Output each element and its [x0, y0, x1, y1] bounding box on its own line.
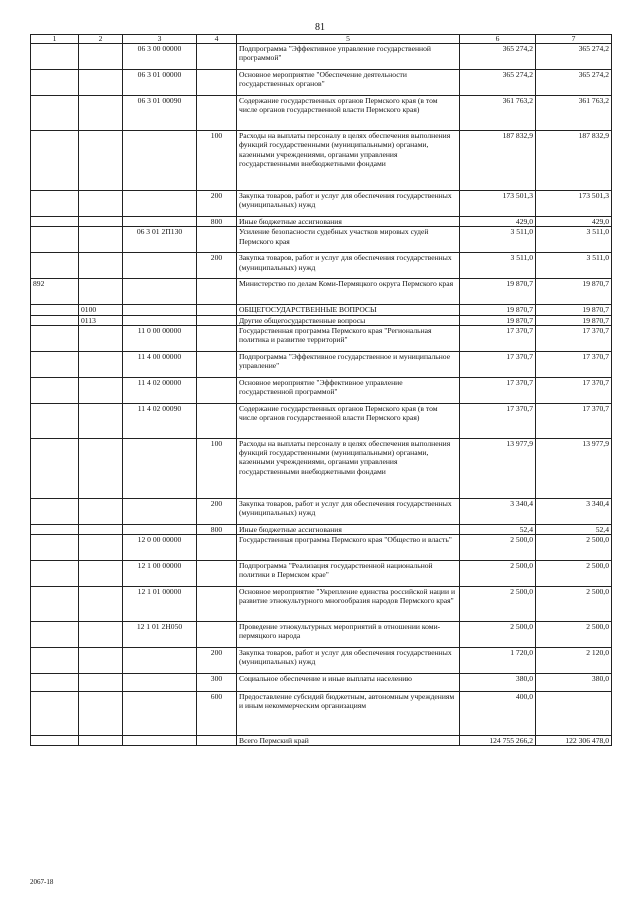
cell-amount-year-1: 173 501,3 [460, 191, 536, 217]
cell-amount-year-1: 3 340,4 [460, 498, 536, 524]
cell-section [79, 674, 123, 692]
cell-expense-type: 200 [197, 498, 237, 524]
cell-target-article [123, 253, 197, 279]
table-row [31, 587, 612, 622]
cell-target-article: 11 0 00 00000 [123, 325, 197, 351]
cell-expense-type [197, 96, 237, 131]
table-row [31, 674, 612, 692]
cell-amount-year-2: 365 274,2 [536, 70, 612, 96]
cell-amount-year-1: 17 370,7 [460, 377, 536, 403]
cell-description: Другие общегосударственные вопросы [237, 315, 460, 325]
cell-target-article [123, 279, 197, 305]
cell-target-article: 06 3 01 00000 [123, 70, 197, 96]
cell-description: Всего Пермский край [237, 736, 460, 746]
cell-expense-type: 100 [197, 131, 237, 191]
cell-admin-code [31, 524, 79, 534]
cell-amount-year-1: 19 870,7 [460, 305, 536, 315]
cell-section [79, 96, 123, 131]
cell-amount-year-2: 19 870,7 [536, 305, 612, 315]
cell-description: Закупка товаров, работ и услуг для обеспечения государственных (муниципальных) нужд [237, 253, 460, 279]
cell-amount-year-2: 361 763,2 [536, 96, 612, 131]
cell-target-article [123, 692, 197, 736]
cell-expense-type: 100 [197, 438, 237, 498]
cell-target-article: 12 1 01 00000 [123, 587, 197, 622]
cell-amount-year-2 [536, 692, 612, 736]
cell-amount-year-1: 13 977,9 [460, 438, 536, 498]
table-row [31, 325, 612, 351]
cell-amount-year-1: 52,4 [460, 524, 536, 534]
cell-target-article: 11 4 02 00000 [123, 377, 197, 403]
cell-amount-year-1: 187 832,9 [460, 131, 536, 191]
cell-description: ОБЩЕГОСУДАРСТВЕННЫЕ ВОПРОСЫ [237, 305, 460, 315]
cell-expense-type [197, 622, 237, 648]
cell-expense-type [197, 736, 237, 746]
cell-expense-type [197, 44, 237, 70]
cell-amount-year-2: 2 500,0 [536, 535, 612, 561]
cell-amount-year-2: 380,0 [536, 674, 612, 692]
table-row [31, 70, 612, 96]
table-row [31, 217, 612, 227]
cell-section [79, 524, 123, 534]
cell-target-article [123, 131, 197, 191]
cell-amount-year-1: 17 370,7 [460, 403, 536, 438]
cell-amount-year-1: 365 274,2 [460, 70, 536, 96]
cell-amount-year-1: 17 370,7 [460, 325, 536, 351]
cell-target-article [123, 315, 197, 325]
cell-expense-type [197, 351, 237, 377]
table-row [31, 253, 612, 279]
cell-target-article: 12 1 01 2Н050 [123, 622, 197, 648]
cell-section [79, 535, 123, 561]
cell-description: Предоставление субсидий бюджетным, автономным учреждениям и иным некоммерческим организациям [237, 692, 460, 736]
cell-target-article [123, 217, 197, 227]
table-row [31, 535, 612, 561]
cell-expense-type [197, 561, 237, 587]
cell-expense-type [197, 587, 237, 622]
column-header: 4 [197, 35, 237, 44]
cell-amount-year-2: 122 306 478,0 [536, 736, 612, 746]
table-row [31, 44, 612, 70]
cell-description: Закупка товаров, работ и услуг для обеспечения государственных (муниципальных) нужд [237, 191, 460, 217]
table-row [31, 524, 612, 534]
cell-target-article: 06 3 00 00000 [123, 44, 197, 70]
cell-expense-type: 200 [197, 648, 237, 674]
cell-section [79, 561, 123, 587]
cell-target-article [123, 498, 197, 524]
column-header: 6 [460, 35, 536, 44]
table-row [31, 305, 612, 315]
column-header: 3 [123, 35, 197, 44]
cell-admin-code: 892 [31, 279, 79, 305]
cell-amount-year-1: 2 500,0 [460, 535, 536, 561]
cell-description: Государственная программа Пермского края "Общество и власть" [237, 535, 460, 561]
cell-amount-year-2: 2 500,0 [536, 561, 612, 587]
cell-amount-year-2: 3 511,0 [536, 227, 612, 253]
cell-amount-year-1: 124 755 266,2 [460, 736, 536, 746]
cell-amount-year-1: 400,0 [460, 692, 536, 736]
cell-amount-year-2: 3 511,0 [536, 253, 612, 279]
table-row [31, 227, 612, 253]
cell-description: Иные бюджетные ассигнования [237, 217, 460, 227]
cell-admin-code [31, 253, 79, 279]
cell-amount-year-2: 173 501,3 [536, 191, 612, 217]
cell-section [79, 587, 123, 622]
cell-target-article [123, 648, 197, 674]
cell-admin-code [31, 587, 79, 622]
cell-admin-code [31, 674, 79, 692]
cell-amount-year-2: 365 274,2 [536, 44, 612, 70]
cell-section [79, 217, 123, 227]
cell-target-article: 11 4 02 00090 [123, 403, 197, 438]
cell-amount-year-2: 2 120,0 [536, 648, 612, 674]
cell-description: Подпрограмма "Реализация государственной национальной политики в Пермском крае" [237, 561, 460, 587]
table-row [31, 561, 612, 587]
cell-target-article: 12 0 00 00000 [123, 535, 197, 561]
page-number: 81 [315, 22, 325, 33]
table-row [31, 498, 612, 524]
cell-description: Основное мероприятие "Укрепление единства российской нации и развитие этнокультурного многообразия народов Пермского края" [237, 587, 460, 622]
table-row [31, 131, 612, 191]
cell-amount-year-1: 1 720,0 [460, 648, 536, 674]
cell-admin-code [31, 535, 79, 561]
cell-section [79, 351, 123, 377]
cell-description: Проведение этнокультурных мероприятий в отношении коми-пермяцкого народа [237, 622, 460, 648]
cell-target-article [123, 736, 197, 746]
cell-amount-year-1: 2 500,0 [460, 561, 536, 587]
cell-admin-code [31, 351, 79, 377]
table-row [31, 648, 612, 674]
cell-section [79, 377, 123, 403]
cell-expense-type [197, 325, 237, 351]
cell-section: 0113 [79, 315, 123, 325]
cell-admin-code [31, 377, 79, 403]
cell-section [79, 692, 123, 736]
table-row [31, 279, 612, 305]
cell-amount-year-2: 3 340,4 [536, 498, 612, 524]
cell-admin-code [31, 648, 79, 674]
cell-expense-type: 300 [197, 674, 237, 692]
cell-section [79, 191, 123, 217]
cell-admin-code [31, 305, 79, 315]
cell-description: Министерство по делам Коми-Пермяцкого округа Пермского края [237, 279, 460, 305]
cell-admin-code [31, 131, 79, 191]
table-row [31, 96, 612, 131]
cell-admin-code [31, 498, 79, 524]
cell-expense-type [197, 403, 237, 438]
cell-amount-year-1: 3 511,0 [460, 253, 536, 279]
cell-target-article [123, 191, 197, 217]
column-header: 7 [536, 35, 612, 44]
cell-section [79, 403, 123, 438]
cell-target-article: 12 1 00 00000 [123, 561, 197, 587]
cell-amount-year-1: 2 500,0 [460, 587, 536, 622]
cell-amount-year-2: 52,4 [536, 524, 612, 534]
cell-expense-type [197, 377, 237, 403]
cell-admin-code [31, 325, 79, 351]
cell-admin-code [31, 622, 79, 648]
table-row [31, 377, 612, 403]
cell-target-article [123, 524, 197, 534]
cell-admin-code [31, 438, 79, 498]
table-row [31, 351, 612, 377]
cell-section [79, 44, 123, 70]
cell-amount-year-1: 2 500,0 [460, 622, 536, 648]
cell-amount-year-1: 365 274,2 [460, 44, 536, 70]
cell-admin-code [31, 561, 79, 587]
cell-section [79, 325, 123, 351]
cell-admin-code [31, 70, 79, 96]
column-header: 5 [237, 35, 460, 44]
cell-description: Содержание государственных органов Пермского края (в том числе органов государственной власти Пермского края) [237, 96, 460, 131]
cell-admin-code [31, 403, 79, 438]
table-row [31, 403, 612, 438]
cell-description: Закупка товаров, работ и услуг для обеспечения государственных (муниципальных) нужд [237, 648, 460, 674]
cell-section [79, 279, 123, 305]
budget-table [30, 34, 612, 746]
cell-amount-year-2: 19 870,7 [536, 315, 612, 325]
cell-section [79, 70, 123, 96]
cell-description: Подпрограмма "Эффективное государственное и муниципальное управление" [237, 351, 460, 377]
cell-target-article [123, 305, 197, 315]
cell-section: 0100 [79, 305, 123, 315]
cell-section [79, 648, 123, 674]
cell-target-article: 06 3 01 00090 [123, 96, 197, 131]
cell-amount-year-2: 187 832,9 [536, 131, 612, 191]
cell-amount-year-2: 17 370,7 [536, 377, 612, 403]
cell-expense-type: 800 [197, 217, 237, 227]
cell-expense-type [197, 535, 237, 561]
cell-description: Иные бюджетные ассигнования [237, 524, 460, 534]
cell-expense-type [197, 279, 237, 305]
footer-code: 2067-18 [30, 878, 54, 886]
cell-description: Государственная программа Пермского края "Региональная политика и развитие территорий" [237, 325, 460, 351]
cell-amount-year-1: 17 370,7 [460, 351, 536, 377]
cell-section [79, 736, 123, 746]
column-header-row [31, 35, 612, 44]
table-row [31, 438, 612, 498]
cell-admin-code [31, 315, 79, 325]
cell-description: Основное мероприятие "Эффективное управление государственной программой" [237, 377, 460, 403]
cell-section [79, 622, 123, 648]
cell-description: Закупка товаров, работ и услуг для обеспечения государственных (муниципальных) нужд [237, 498, 460, 524]
cell-amount-year-1: 19 870,7 [460, 315, 536, 325]
cell-expense-type [197, 227, 237, 253]
table-row [31, 736, 612, 746]
cell-amount-year-2: 13 977,9 [536, 438, 612, 498]
cell-expense-type: 200 [197, 191, 237, 217]
cell-section [79, 438, 123, 498]
cell-admin-code [31, 227, 79, 253]
cell-expense-type [197, 70, 237, 96]
table-row [31, 191, 612, 217]
table-row [31, 315, 612, 325]
cell-amount-year-1: 19 870,7 [460, 279, 536, 305]
cell-description: Основное мероприятие "Обеспечение деятельности государственных органов" [237, 70, 460, 96]
cell-section [79, 253, 123, 279]
cell-amount-year-2: 17 370,7 [536, 403, 612, 438]
cell-expense-type [197, 315, 237, 325]
cell-admin-code [31, 44, 79, 70]
cell-section [79, 498, 123, 524]
cell-admin-code [31, 96, 79, 131]
cell-amount-year-2: 2 500,0 [536, 587, 612, 622]
cell-description: Содержание государственных органов Пермского края (в том числе органов государственной власти Пермского края) [237, 403, 460, 438]
cell-description: Расходы на выплаты персоналу в целях обеспечения выполнения функций государственными (муниципальными) органами, казенными учреждениями, органами управления государственными внебюджетными фондами [237, 131, 460, 191]
cell-description: Усиление безопасности судебных участков мировых судей Пермского края [237, 227, 460, 253]
cell-admin-code [31, 736, 79, 746]
cell-amount-year-1: 361 763,2 [460, 96, 536, 131]
table-row [31, 692, 612, 736]
cell-section [79, 227, 123, 253]
cell-section [79, 131, 123, 191]
column-header: 2 [79, 35, 123, 44]
cell-amount-year-1: 380,0 [460, 674, 536, 692]
cell-target-article: 06 3 01 2П130 [123, 227, 197, 253]
cell-description: Социальное обеспечение и иные выплаты населению [237, 674, 460, 692]
cell-admin-code [31, 217, 79, 227]
cell-expense-type: 600 [197, 692, 237, 736]
column-header: 1 [31, 35, 79, 44]
cell-expense-type: 800 [197, 524, 237, 534]
cell-target-article [123, 438, 197, 498]
cell-target-article [123, 674, 197, 692]
cell-amount-year-2: 19 870,7 [536, 279, 612, 305]
cell-description: Расходы на выплаты персоналу в целях обеспечения выполнения функций государственными (муниципальными) органами, казенными учреждениями, органами управления государственными внебюджетными фондами [237, 438, 460, 498]
cell-amount-year-2: 17 370,7 [536, 351, 612, 377]
cell-expense-type [197, 305, 237, 315]
cell-amount-year-1: 429,0 [460, 217, 536, 227]
cell-target-article: 11 4 00 00000 [123, 351, 197, 377]
cell-admin-code [31, 191, 79, 217]
cell-expense-type: 200 [197, 253, 237, 279]
table-row [31, 622, 612, 648]
cell-amount-year-2: 429,0 [536, 217, 612, 227]
cell-admin-code [31, 692, 79, 736]
cell-amount-year-2: 17 370,7 [536, 325, 612, 351]
cell-description: Подпрограмма "Эффективное управление государственной программой" [237, 44, 460, 70]
cell-amount-year-1: 3 511,0 [460, 227, 536, 253]
cell-amount-year-2: 2 500,0 [536, 622, 612, 648]
